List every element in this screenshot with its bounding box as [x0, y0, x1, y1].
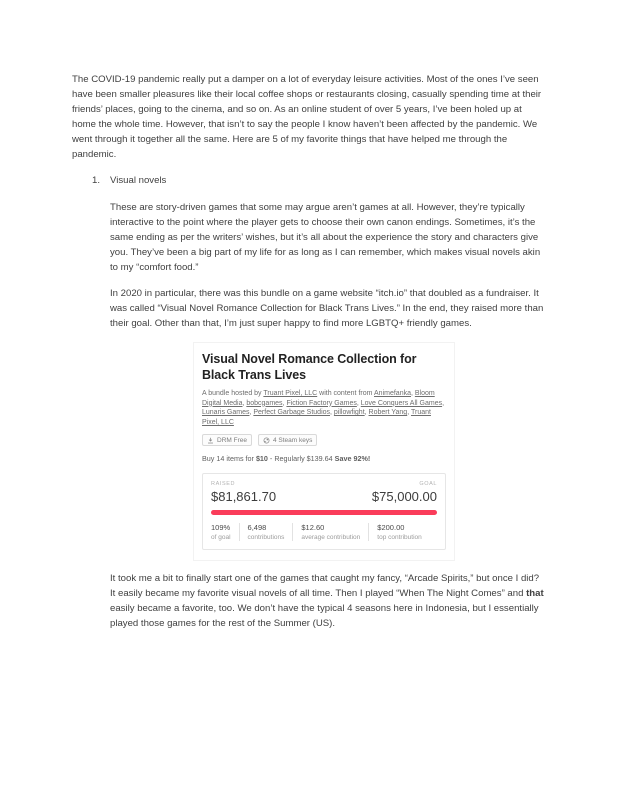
raised-label: RAISED: [211, 481, 236, 487]
document-body: [72, 72, 546, 642]
list-item-content: [110, 200, 546, 631]
stat-label: contributions: [247, 534, 285, 541]
badge-label: 4 Steam keys: [272, 436, 313, 444]
visual-novels-paragraph-1: These are story-driven games that some may argue aren’t games at all. However, they’re typically interactive to the point where the player gets to choose their own canon endings. Sometimes, it’s the same ending as per the writers’ wishes, but it’s all about the experience the story and characters give you. They’ve been a big part of my life for as long as I can remember, which makes visual novels akin to my “comfort food.”: [110, 202, 541, 273]
funding-box: [202, 473, 446, 550]
bundle-link[interactable]: Fiction Factory Games: [286, 399, 357, 407]
funding-progress-bar: [211, 510, 437, 515]
itchio-bundle-screenshot[interactable]: [193, 342, 455, 561]
text-segment: ,: [356, 399, 361, 407]
funding-stat: [292, 523, 368, 541]
intro-paragraph: The COVID-19 pandemic really put a damper on a lot of everyday leisure activities. Most of the ones I’ve seen have been smaller pleasures like their local coffee shops or restaurants closing, casually spending time at their friends’ places, going to the cinema, and so on. As an online student of over 5 years, I’ve been holed up at home the whole time. However, that isn’t to say the people I know haven’t been affected by the pandemic. We went through it together all the same. Here are 5 of my favorite things that have helped me through the pandemic.: [72, 74, 542, 160]
steam-icon: [263, 437, 270, 444]
stat-value: $200.00: [377, 523, 405, 532]
list-item-label: Visual novels: [110, 175, 167, 186]
funding-stat: [368, 523, 429, 541]
badge-4-steam-keys[interactable]: [258, 434, 317, 446]
stat-value: $12.60: [301, 523, 325, 532]
text-segment: Buy 14 items for: [202, 454, 256, 463]
bundle-link[interactable]: Robert Yang: [368, 409, 408, 416]
stat-value: 6,498: [247, 523, 267, 532]
outro-paragraph: [110, 571, 546, 631]
bundle-link[interactable]: pillowfight: [333, 409, 365, 416]
badge-label: DRM Free: [217, 436, 247, 444]
download-icon: [207, 437, 214, 444]
raised-amount: $81,861.70: [211, 489, 277, 504]
numbered-list-item: [72, 173, 546, 188]
goal-label: GOAL: [419, 481, 437, 487]
text-segment: ,: [410, 390, 415, 397]
visual-novels-paragraph-2: In 2020 in particular, there was this bundle on a game website “itch.io” that doubled as a fundraiser. It was called “Visual Novel Romance Collection for Black Trans Lives.” In the end, they raised more than their goal. Other than that, I’m just super happy to find more LGBTQ+ friendly games.: [110, 288, 544, 329]
bundle-link[interactable]: Love Conquers All Games: [360, 399, 443, 407]
bundle-link[interactable]: Truant Pixel, LLC: [202, 409, 431, 426]
stat-label: top contribution: [377, 534, 422, 541]
bundle-link[interactable]: bobcgames: [246, 399, 283, 407]
text-segment: ,: [242, 399, 247, 407]
text-segment: Save 92%!: [334, 454, 371, 463]
bundle-buy-line: [202, 454, 446, 463]
text-segment: ,: [407, 409, 411, 416]
bundle-link[interactable]: Lunaris Games: [202, 409, 250, 416]
stat-label: of goal: [211, 534, 231, 541]
bundle-link[interactable]: Perfect Garbage Studios: [253, 409, 331, 416]
stat-label: average contribution: [301, 534, 361, 541]
bundle-link[interactable]: Animefanka: [374, 390, 411, 397]
text-segment: ,: [330, 409, 334, 416]
list-number: 1.: [92, 175, 101, 186]
text-segment: - Regularly $139.64: [267, 454, 335, 463]
text-segment: easily became a favorite, too. We don’t have the typical 4 seasons here in Indonesia, but I essentially played those games for the rest of the Summer (US).: [110, 603, 539, 629]
text-segment: $10: [255, 454, 268, 463]
funding-stat: [239, 523, 293, 541]
goal-amount: $75,000.00: [371, 489, 437, 504]
bundle-badges: [202, 434, 446, 446]
stat-value: 109%: [211, 523, 231, 532]
bundle-link[interactable]: Truant Pixel, LLC: [263, 390, 318, 397]
text-segment: that: [526, 588, 544, 599]
bundle-link[interactable]: Bloom Digital Media: [202, 390, 435, 407]
funding-stats: [211, 523, 437, 541]
bundle-title: Visual Novel Romance Collection for Black Trans Lives: [202, 352, 417, 382]
badge-drm-free[interactable]: [202, 434, 252, 446]
text-segment: ,: [249, 409, 254, 416]
text-segment: ,: [364, 409, 369, 416]
text-segment: A bundle hosted by: [202, 390, 264, 397]
text-segment: with content from: [317, 390, 375, 397]
text-segment: ,: [442, 399, 445, 407]
bundle-byline: [202, 389, 446, 427]
text-segment: It took me a bit to finally start one of the games that caught my fancy, “Arcade Spirits,” but once I did? It easily became my favorite visual novels of all time. Then I played “When The Night Comes” and: [110, 573, 540, 599]
funding-stat: [211, 523, 239, 541]
text-segment: ,: [282, 399, 287, 407]
